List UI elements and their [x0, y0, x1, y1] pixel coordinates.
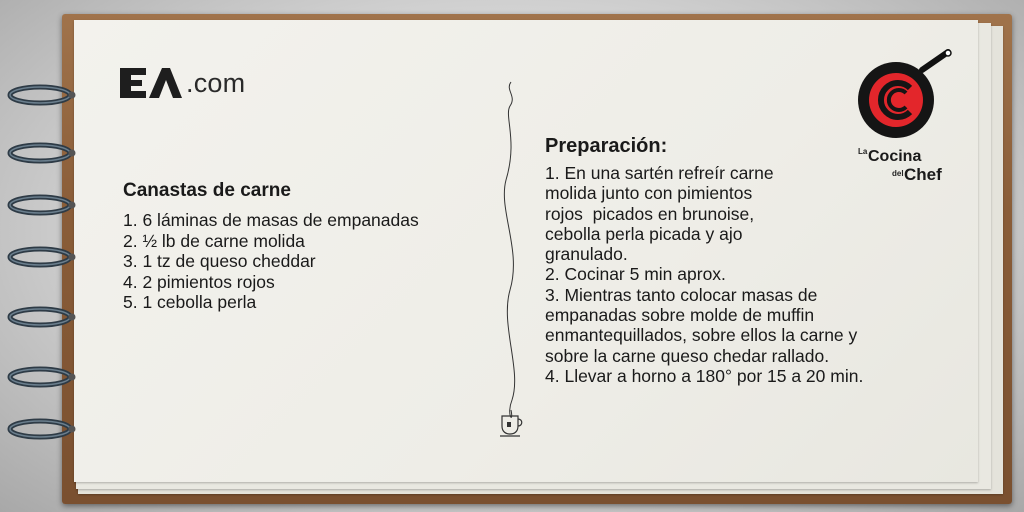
- spiral-ring-icon: [6, 192, 78, 218]
- ingredient-item: 5. 1 cebolla perla: [123, 292, 257, 312]
- step-line: enmantequillados, sobre ellos la carne y: [545, 325, 858, 346]
- ea-logo-icon: [118, 66, 184, 100]
- spiral-ring-icon: [6, 244, 78, 270]
- step-line: 2. Cocinar 5 min aprox.: [545, 264, 726, 285]
- preparation-steps: [545, 163, 925, 386]
- spiral-ring-icon: [6, 140, 78, 166]
- cocina-del-chef-logo[interactable]: [852, 48, 962, 188]
- ingredient-item: 2. ½ lb de carne molida: [123, 230, 305, 251]
- step-line: 1. En una sartén refreír carne: [545, 163, 774, 183]
- step-line: 4. Llevar a horno a 180° por 15 a 20 min.: [545, 365, 864, 386]
- step-line: empanadas sobre molde de muffin: [545, 305, 815, 326]
- wavy-divider: [496, 80, 526, 500]
- brand-domain-text: .com: [186, 67, 246, 98]
- recipe-title: Canastas de carne: [123, 180, 291, 201]
- step-line: sobre la carne queso chedar rallado.: [545, 345, 830, 366]
- ingredient-item: 1. 6 láminas de masas de empanadas: [123, 210, 419, 230]
- ingredient-item: 3. 1 tz de queso cheddar: [123, 251, 316, 271]
- brand-logo[interactable]: [118, 66, 245, 100]
- step-line: granulado.: [545, 244, 628, 265]
- logo-text-cocina: Cocina: [868, 148, 922, 165]
- step-line: cebolla perla picada y ajo: [545, 223, 743, 244]
- spiral-ring-icon: [6, 364, 78, 390]
- step-line: 3. Mientras tanto colocar masas de: [545, 284, 818, 305]
- preparation-title: Preparación:: [545, 135, 668, 157]
- step-line: molida junto con pimientos: [545, 183, 753, 204]
- ingredients-list: [123, 210, 419, 313]
- spiral-ring-icon: [6, 82, 78, 108]
- step-line: rojos picados en brunoise,: [545, 203, 755, 224]
- tea-cup-icon: [500, 416, 522, 436]
- logo-text-del: del: [892, 169, 904, 178]
- logo-text-chef: Chef: [904, 165, 942, 184]
- frying-pan-icon: [852, 48, 962, 158]
- logo-text-la: La: [858, 147, 868, 156]
- spiral-ring-icon: [6, 416, 78, 442]
- ingredient-item: 4. 2 pimientos rojos: [123, 271, 275, 292]
- spiral-binding: [0, 0, 90, 512]
- spiral-ring-icon: [6, 304, 78, 330]
